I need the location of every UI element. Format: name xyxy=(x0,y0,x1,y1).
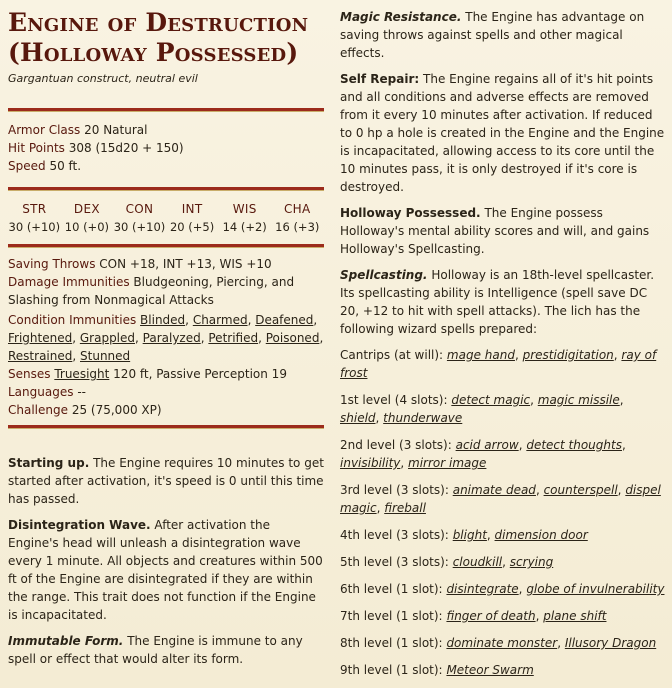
spell-level-line: 4th level (3 slots): blight, dimension door xyxy=(340,528,588,542)
spell-level: 3rd level (3 slots): xyxy=(340,483,449,497)
right-traits xyxy=(340,8,666,338)
senses-label: Senses xyxy=(8,367,51,381)
trait-text: The Engine is immune to any spell or effect that would alter its form. xyxy=(8,634,303,666)
armor-class-label: Armor Class xyxy=(8,123,81,137)
ability-wis xyxy=(218,200,271,236)
trait-text: The Engine regains all of it's hit points and all conditions and adverse effects are removed from it every 10 minutes after activation. If reduced to 0 hp a hole is created in the Engine and the Engine is incapacitated, allowing access to its core until the 10 minutes pass, it is only destroyed if it's core is destroyed. xyxy=(340,72,665,194)
spell-level-line: 1st level (4 slots): detect magic, magic missile, shield, thunderwave xyxy=(340,393,624,425)
condition-link[interactable]: Blinded xyxy=(140,313,186,327)
spell-link[interactable]: animate dead xyxy=(452,483,536,497)
spell-link[interactable]: scrying xyxy=(509,555,554,569)
spell-link[interactable]: plane shift xyxy=(543,609,607,623)
spell-level-line: 6th level (1 slot): disintegrate, globe of invulnerability xyxy=(340,582,665,596)
truesight-link[interactable]: Truesight xyxy=(54,367,110,381)
spell-link[interactable]: dispel magic xyxy=(340,483,661,515)
ability-cha xyxy=(271,200,324,236)
spell-level: 7th level (1 slot): xyxy=(340,609,443,623)
damage-immunities-label: Damage Immunities xyxy=(8,275,130,289)
spell-link[interactable]: detect thoughts xyxy=(526,438,622,452)
hit-points-label: Hit Points xyxy=(8,141,65,155)
trait-text: After activation the Engine's head will unleash a disintegration wave every 1 minute. All objects and creatures within 500 ft of the Engine are disintegrated if they are within the range. This trait does not function if the Engine is incapacitated. xyxy=(8,518,323,622)
spell-level: 9th level (1 slot): xyxy=(340,663,443,677)
damage-immunities xyxy=(8,273,324,309)
trait-text: The Engine possess Holloway's mental ability scores and will, and gains Holloway's Spellcasting. xyxy=(340,206,650,256)
trait xyxy=(340,266,666,338)
spell-level-line xyxy=(340,661,666,679)
saving-throws-value: CON +18, INT +13, WIS +10 xyxy=(99,257,272,271)
condition-immunities-list: Blinded, Charmed, Deafened, Frightened, Grappled, Paralyzed, Petrified, Poisoned, Restrained, Stunned xyxy=(8,313,324,363)
senses-value: 120 ft, Passive Perception 19 xyxy=(113,367,287,381)
spell-level: 1st level (4 slots): xyxy=(340,393,448,407)
speed-label: Speed xyxy=(8,159,46,173)
condition-immunities-label: Condition Immunities xyxy=(8,313,137,327)
right-column xyxy=(340,8,666,688)
speed xyxy=(8,157,324,175)
spell-link[interactable]: ray of frost xyxy=(340,348,657,380)
trait-name: Immutable Form. xyxy=(8,634,124,648)
spell-link[interactable]: shield xyxy=(340,411,376,425)
ability-str xyxy=(8,200,61,236)
left-column xyxy=(8,8,324,676)
senses xyxy=(8,365,324,383)
ability-dex xyxy=(61,200,114,236)
title-line-2: (Holloway Possessed) xyxy=(8,38,299,67)
spell-link[interactable]: Meteor Swarm xyxy=(446,663,534,677)
ability-con xyxy=(113,200,166,236)
left-traits xyxy=(8,454,324,668)
spell-level: 8th level (1 slot): xyxy=(340,636,443,650)
condition-link[interactable]: Paralyzed xyxy=(142,331,201,345)
hit-points xyxy=(8,139,324,157)
ability-value: 30 (+10) xyxy=(8,220,61,234)
spell-link[interactable]: Illusory Dragon xyxy=(564,636,657,650)
trait-text: Holloway is an 18th-level spellcaster. Its spellcasting ability is Intelligence (spell save DC 20, +12 to hit with spell attacks). The lich has the following wizard spells prepared: xyxy=(340,268,655,336)
spell-level-line: 5th level (3 slots): cloudkill, scrying xyxy=(340,555,554,569)
spell-level-line: 3rd level (3 slots): animate dead, counterspell, dispel magic, fireball xyxy=(340,483,661,515)
trait-text: The Engine requires 10 minutes to get started after activation, it's speed is 0 until this time has passed. xyxy=(8,456,324,506)
creature-type: Gargantuan construct, neutral evil xyxy=(8,72,198,85)
condition-link[interactable]: Frightened xyxy=(8,331,73,345)
speed-value: 50 ft. xyxy=(49,159,82,173)
spell-level-line: Cantrips (at will): mage hand, prestidigitation, ray of frost xyxy=(340,348,657,380)
ability-name: CON xyxy=(125,202,154,216)
ability-name: DEX xyxy=(73,202,100,216)
trait xyxy=(340,70,666,196)
spell-level: 5th level (3 slots): xyxy=(340,555,449,569)
damage-immunities-value: Bludgeoning, Piercing, and Slashing from Nonmagical Attacks xyxy=(8,275,295,307)
condition-link[interactable]: Deafened xyxy=(255,313,314,327)
spell-link[interactable]: cloudkill xyxy=(452,555,503,569)
spell-link[interactable]: mirror image xyxy=(408,456,487,470)
creature-name xyxy=(8,8,324,68)
spell-link[interactable]: fireball xyxy=(384,501,426,515)
spell-level: 2nd level (3 slots): xyxy=(340,438,452,452)
spell-level: 6th level (1 slot): xyxy=(340,582,443,596)
challenge-label: Challenge xyxy=(8,403,68,417)
trait xyxy=(340,8,666,62)
trait-name: Spellcasting. xyxy=(340,268,428,282)
trait xyxy=(8,516,324,624)
ability-value: 10 (+0) xyxy=(64,220,109,234)
spell-level: 4th level (3 slots): xyxy=(340,528,449,542)
ability-int xyxy=(166,200,219,236)
armor-class-value: 20 Natural xyxy=(84,123,148,137)
spell-link[interactable]: disintegrate xyxy=(446,582,519,596)
spell-link[interactable]: thunderwave xyxy=(383,411,463,425)
ability-value: 30 (+10) xyxy=(113,220,166,234)
ability-name: CHA xyxy=(284,202,311,216)
challenge-value: 25 (75,000 XP) xyxy=(71,403,162,417)
spell-link[interactable]: acid arrow xyxy=(455,438,519,452)
condition-link[interactable]: Charmed xyxy=(192,313,248,327)
spell-level-line: 2nd level (3 slots): acid arrow, detect thoughts, invisibility, mirror image xyxy=(340,438,626,470)
trait-text: The Engine has advantage on saving throws against spells and other magical effects. xyxy=(340,10,645,60)
trait xyxy=(8,454,324,508)
languages-label: Languages xyxy=(8,385,74,399)
spell-link[interactable]: blight xyxy=(452,528,487,542)
spell-link[interactable]: dominate monster xyxy=(446,636,558,650)
spell-link[interactable]: dimension door xyxy=(494,528,588,542)
trait-name: Holloway Possessed. xyxy=(340,206,481,220)
saving-throws xyxy=(8,255,324,273)
challenge xyxy=(8,401,324,419)
trait-name: Starting up. xyxy=(8,456,90,470)
ability-value: 20 (+5) xyxy=(169,220,215,234)
ability-name: STR xyxy=(22,202,47,216)
hit-points-value: 308 (15d20 + 150) xyxy=(68,141,184,155)
spell-level-line: 7th level (1 slot): finger of death, plane shift xyxy=(340,609,607,623)
condition-link[interactable]: Restrained xyxy=(8,349,73,363)
spell-level-line: 8th level (1 slot): dominate monster, Illusory Dragon xyxy=(340,636,657,650)
condition-link[interactable]: Petrified xyxy=(208,331,259,345)
trait xyxy=(340,204,666,258)
title-line-1: Engine of Destruction xyxy=(8,8,309,37)
condition-immunities xyxy=(8,311,324,365)
condition-link[interactable]: Poisoned xyxy=(265,331,320,345)
ability-value: 16 (+3) xyxy=(275,220,320,234)
condition-link[interactable]: Stunned xyxy=(80,349,131,363)
saving-throws-label: Saving Throws xyxy=(8,257,96,271)
spell-link[interactable]: invisibility xyxy=(340,456,401,470)
languages-value: -- xyxy=(77,385,86,399)
spell-link[interactable]: counterspell xyxy=(543,483,618,497)
armor-class xyxy=(8,121,324,139)
trait-name: Disintegration Wave. xyxy=(8,518,151,532)
spell-link[interactable]: prestidigitation xyxy=(522,348,614,362)
spell-level: Cantrips (at will): xyxy=(340,348,444,362)
condition-link[interactable]: Grappled xyxy=(79,331,136,345)
spell-link[interactable]: mage hand xyxy=(446,348,515,362)
spell-list xyxy=(340,346,666,679)
trait-name: Magic Resistance. xyxy=(340,10,462,24)
spell-link[interactable]: magic missile xyxy=(537,393,620,407)
spell-link[interactable]: globe of invulnerability xyxy=(526,582,665,596)
ability-scores xyxy=(8,200,324,236)
spell-link[interactable]: finger of death xyxy=(446,609,536,623)
languages xyxy=(8,383,324,401)
ability-name: INT xyxy=(181,202,203,216)
ability-value: 14 (+2) xyxy=(222,220,267,234)
ability-name: WIS xyxy=(232,202,257,216)
trait-name: Self Repair: xyxy=(340,72,420,86)
trait xyxy=(8,632,324,668)
spell-link[interactable]: detect magic xyxy=(451,393,531,407)
